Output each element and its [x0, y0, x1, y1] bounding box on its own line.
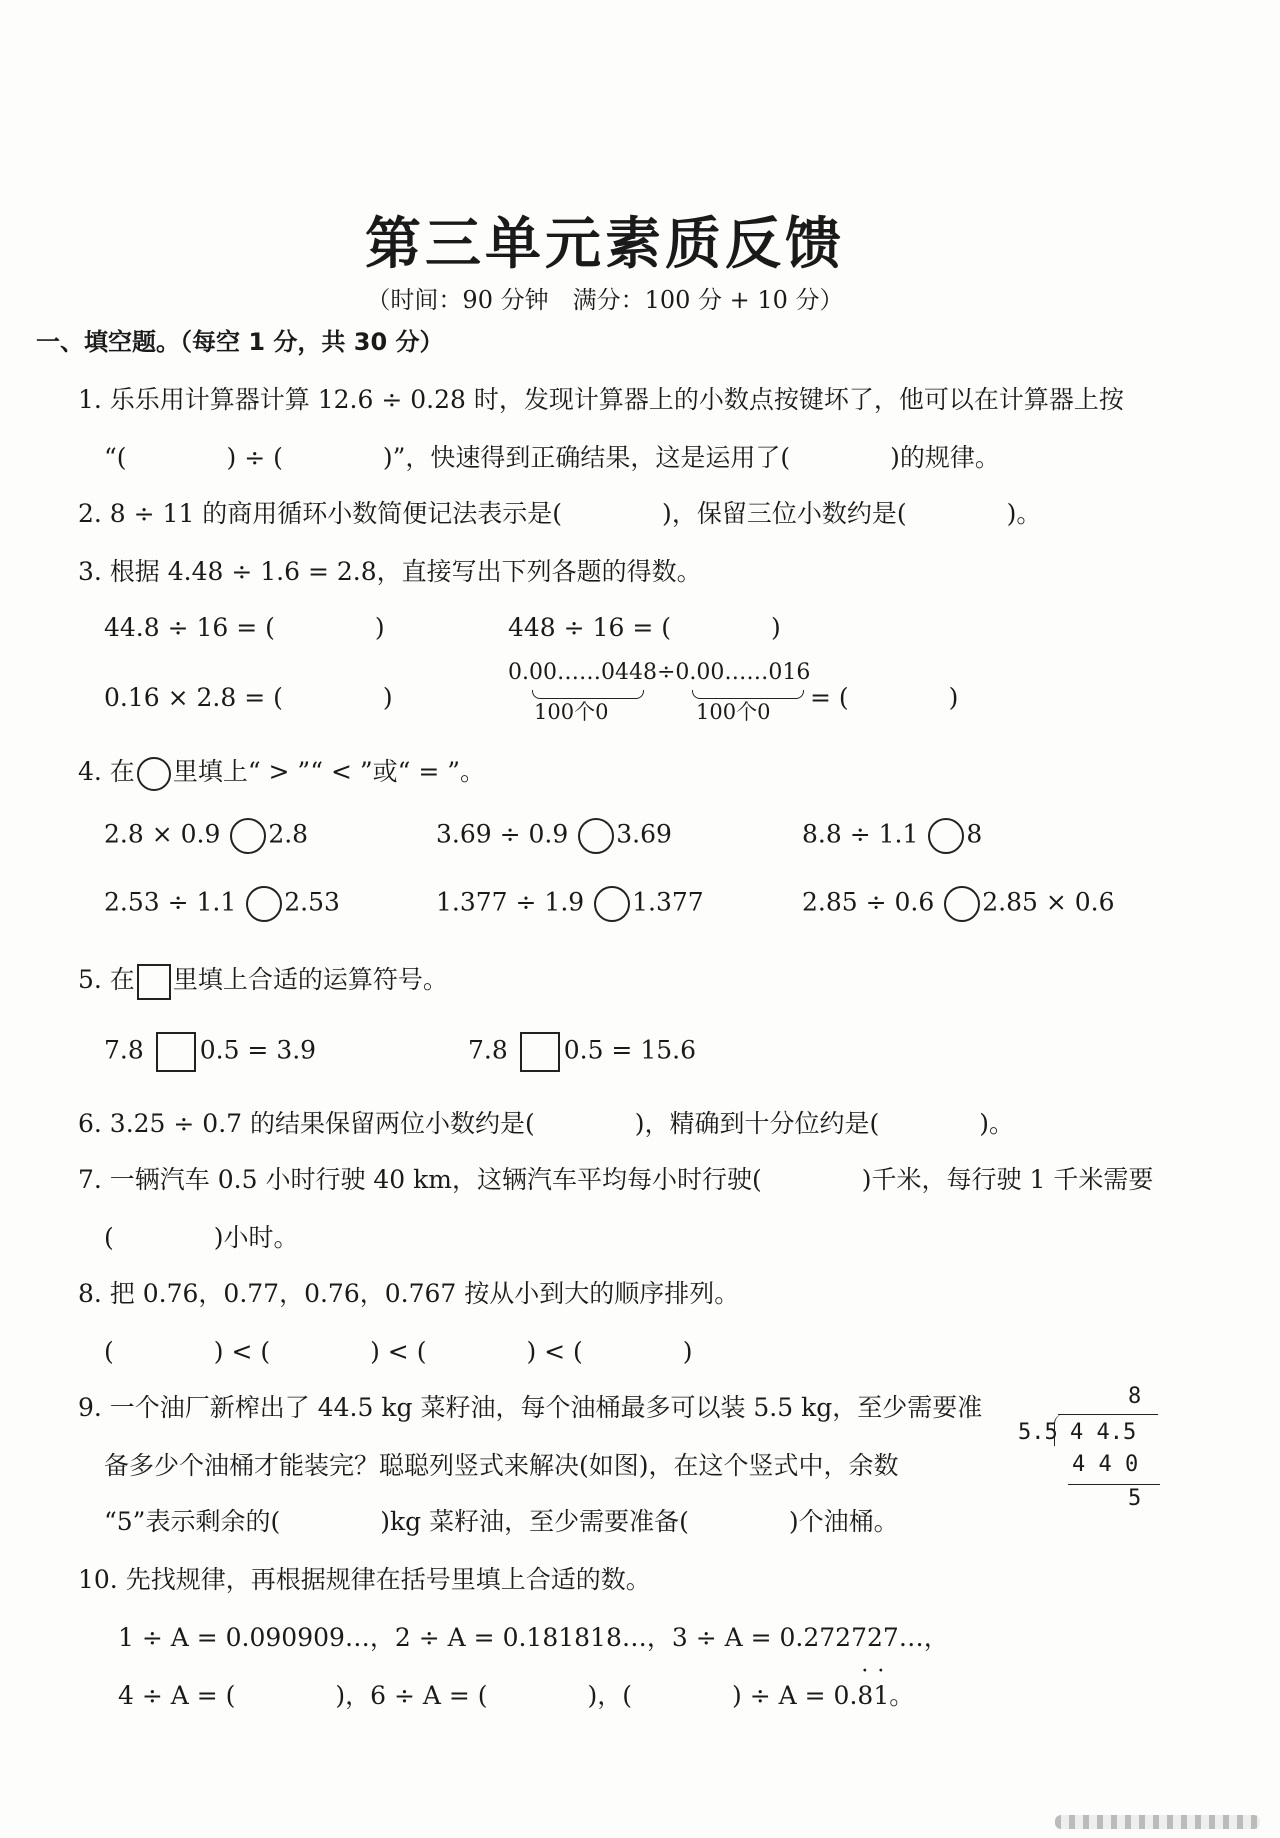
q7-line1: 7. 一辆汽车 0.5 小时行驶 40 km，这辆汽车平均每小时行驶( )千米，每行驶 1 千米需要 — [78, 1165, 1154, 1194]
q3-d-under1: 100个0 — [534, 700, 609, 724]
q3-b: 448 ÷ 16 = ( ) — [508, 613, 781, 642]
q5-stem — [78, 960, 448, 1000]
q9-line2: 备多少个油桶才能装完？聪聪列竖式来解决(如图)，在这个竖式中，余数 — [104, 1451, 899, 1480]
q4-item-1 — [104, 818, 308, 854]
section-heading: 一、填空题。（每空 1 分，共 30 分） — [36, 328, 444, 356]
q4-item-left: 1.377 ÷ 1.9 — [436, 887, 585, 917]
q3-a: 44.8 ÷ 16 = ( ) — [104, 613, 385, 642]
q4-item-left: 3.69 ÷ 0.9 — [436, 819, 569, 849]
repeating-digit-8: · 8 — [857, 1681, 873, 1710]
q10-line2 — [118, 1676, 914, 1712]
q5-item-1 — [104, 1032, 316, 1072]
division-remainder: 5 — [1128, 1486, 1142, 1511]
exam-info: （时间：90 分钟 满分：100 分 + 10 分） — [366, 286, 844, 314]
circle-icon — [137, 757, 171, 791]
q3-stem: 3. 根据 4.48 ÷ 1.6 = 2.8，直接写出下列各题的得数。 — [78, 557, 702, 586]
q4-item-right: 2.85 × 0.6 — [982, 887, 1115, 917]
scrollbar-icon — [1055, 1815, 1260, 1829]
q3-d-answer: = ( ) — [810, 683, 959, 712]
q10-line2-text: 4 ÷ A = ( )，6 ÷ A = ( )，( ) ÷ A = 0. — [118, 1681, 858, 1710]
q4-item-4 — [104, 886, 340, 922]
q4-item-right: 1.377 — [632, 887, 704, 917]
square-icon — [137, 964, 171, 1000]
q1-line2: “( ) ÷ ( )”，快速得到正确结果，这是运用了( )的规律。 — [104, 443, 1000, 472]
q8-line1: 8. 把 0.76，0.77，0.76，0.767 按从小到大的顺序排列。 — [78, 1279, 740, 1308]
division-dividend: 4 4.5 — [1070, 1420, 1137, 1445]
q4-item-right: 2.8 — [268, 819, 309, 849]
q4-item-2 — [436, 818, 672, 854]
compare-circle[interactable] — [230, 818, 266, 854]
q10-stem: 10. 先找规律，再根据规律在括号里填上合适的数。 — [78, 1565, 651, 1594]
q5-stem-b: 里填上合适的运算符号。 — [172, 965, 448, 994]
operator-box[interactable] — [156, 1032, 196, 1072]
compare-circle[interactable] — [594, 886, 630, 922]
division-product: 4 4 0 — [1072, 1452, 1139, 1477]
q4-item-left: 8.8 ÷ 1.1 — [802, 819, 919, 849]
q5-item-right: 0.5 = 3.9 — [199, 1035, 317, 1065]
q10-line1: 1 ÷ A = 0.090909…，2 ÷ A = 0.181818…，3 ÷ A = 0.272727…， — [118, 1623, 949, 1652]
q9-line3: “5”表示剩余的( )kg 菜籽油，至少需要准备( )个油桶。 — [104, 1507, 899, 1536]
compare-circle[interactable] — [944, 886, 980, 922]
q4-item-right: 8 — [966, 819, 983, 849]
q7-line2: ( )小时。 — [104, 1223, 299, 1252]
compare-circle[interactable] — [578, 818, 614, 854]
q3-d — [508, 660, 810, 685]
q8-line2: ( ) < ( ) < ( ) < ( ) — [104, 1337, 693, 1366]
q4-item-left: 2.8 × 0.9 — [104, 819, 221, 849]
operator-box[interactable] — [520, 1032, 560, 1072]
q4-stem-b: 里填上“ > ”“ < ”或“ = ”。 — [172, 757, 486, 786]
q5-item-left: 7.8 — [468, 1035, 508, 1065]
repeating-digit-1: · 1 — [873, 1681, 889, 1710]
q5-item-2 — [468, 1032, 696, 1072]
division-divisor: 5.5 — [1018, 1420, 1058, 1445]
q4-item-left: 2.85 ÷ 0.6 — [802, 887, 935, 917]
q2: 2. 8 ÷ 11 的商用循环小数简便记法表示是( )，保留三位小数约是( )。 — [78, 499, 1042, 528]
q4-item-right: 3.69 — [616, 819, 672, 849]
q6: 6. 3.25 ÷ 0.7 的结果保留两位小数约是( )，精确到十分位约是( )。 — [78, 1109, 1015, 1138]
q5-item-left: 7.8 — [104, 1035, 144, 1065]
division-quotient: 8 — [1128, 1384, 1142, 1409]
compare-circle[interactable] — [246, 886, 282, 922]
q4-stem-a: 4. 在 — [78, 757, 135, 786]
compare-circle[interactable] — [928, 818, 964, 854]
q3-c: 0.16 × 2.8 = ( ) — [104, 683, 393, 712]
q4-item-left: 2.53 ÷ 1.1 — [104, 887, 237, 917]
q4-item-6 — [802, 886, 1114, 922]
q4-item-5 — [436, 886, 704, 922]
q3-d-expression: 0.00……0448÷0.00……016 — [508, 660, 811, 685]
page-title: 第三单元素质反馈 — [365, 212, 845, 277]
division-line — [1068, 1484, 1160, 1486]
q4-stem — [78, 752, 485, 791]
q5-stem-a: 5. 在 — [78, 965, 135, 994]
q4-item-right: 2.53 — [284, 887, 340, 917]
q1-line1: 1. 乐乐用计算器计算 12.6 ÷ 0.28 时，发现计算器上的小数点按键坏了，他可以在计算器上按 — [78, 385, 1124, 414]
q3-d-under2: 100个0 — [696, 700, 771, 724]
q4-item-3 — [802, 818, 982, 854]
q9-line1: 9. 一个油厂新榨出了 44.5 kg 菜籽油，每个油桶最多可以装 5.5 kg，至少需要准 — [78, 1393, 983, 1422]
q10-line2-end: 。 — [889, 1681, 915, 1710]
q5-item-right: 0.5 = 15.6 — [563, 1035, 696, 1065]
division-bracket — [1054, 1414, 1065, 1446]
